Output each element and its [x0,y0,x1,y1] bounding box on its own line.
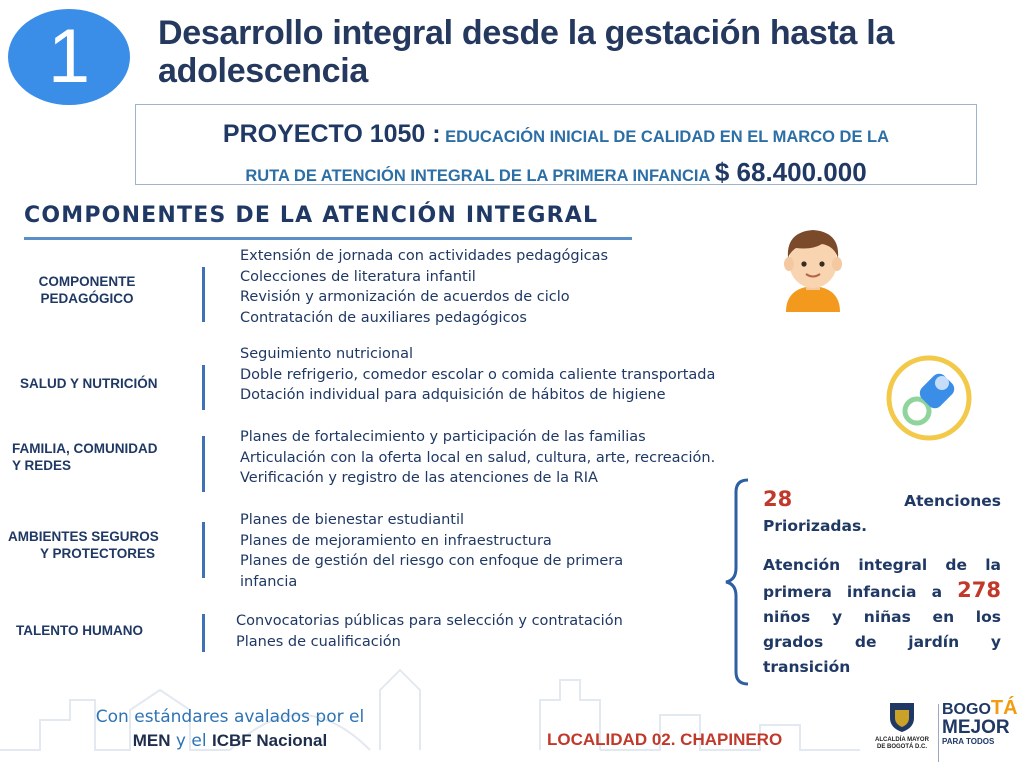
list-item: Planes de fortalecimiento y participación de las familias [240,429,646,445]
project-amount: $ 68.400.000 [714,157,867,187]
list-item: Planes de gestión del riesgo con enfoque de primera [240,553,624,569]
logo-divider [938,704,939,762]
list-item: Articulación con la oferta local en salud, cultura, arte, recreación. [240,449,716,466]
list-item: Extensión de jornada con actividades pedagógicas [240,248,609,264]
list-item: Convocatorias públicas para selección y contratación [236,613,623,629]
component-label-talento [16,622,143,639]
component-label-line: PEDAGÓGICO [40,291,134,306]
project-box [135,104,977,185]
component-label-line: TALENTO HUMANO [16,623,143,638]
bogota-para-todos: PARA TODOS [942,737,995,746]
summary-text-2-before: Atención integral de la primera infancia a [763,556,1001,601]
section-underline [24,237,632,240]
list-item: Planes de bienestar estudiantil [240,512,465,528]
count-priorizadas: 28 [763,487,793,511]
summary-line-1 [763,487,1001,539]
pacifier-icon [884,353,974,443]
summary-line-2 [763,553,1001,680]
page-title: Desarrollo integral desde la gestación hasta la adolescencia [158,14,895,90]
footer-connector: y el [170,731,212,751]
summary-text-2-after: niños y niñas en los grados de jardín y transición [763,608,1001,676]
alcaldia-logo [868,700,936,751]
component-label-ambientes [8,528,178,562]
list-item: Planes de cualificación [236,633,401,650]
list-item: Planes de mejoramiento en infraestructura [240,532,552,549]
list-item: Verificación y registro de las atenciones de la RIA [240,470,598,486]
component-label-line: Y PROTECTORES [40,546,156,561]
footer-note [60,705,400,753]
component-label-line: AMBIENTES SEGUROS [8,529,159,544]
project-desc-1: EDUCACIÓN INICIAL DE CALIDAD EN EL MARCO DE LA [445,128,890,146]
component-label-line: COMPONENTE [38,274,136,289]
component-items-pedagogico [240,246,608,328]
footer-line-2 [60,729,400,753]
list-item: Dotación individual para adquisición de hábitos de higiene [240,387,666,403]
component-label-familia [12,440,158,474]
component-items-familia [240,427,715,489]
component-divider [202,365,205,410]
component-items-talento [236,611,623,652]
bogota-prefix: BOGO [942,701,991,718]
component-label-line: FAMILIA, COMUNIDAD [12,441,158,456]
component-divider [202,436,205,492]
list-item: Revisión y armonización de acuerdos de ciclo [240,289,570,305]
footer-line-1: Con estándares avalados por el [95,707,365,727]
component-label-pedagogico [22,273,152,307]
component-items-salud [240,344,715,406]
boy-avatar-icon [778,226,848,312]
alcaldia-line-2: DE BOGOTÁ D.C. [876,744,927,750]
bogota-mejor: MEJOR [942,717,1010,738]
list-item: Doble refrigerio, comedor escolar o comida caliente transportada [240,366,716,383]
summary-text [763,487,1001,680]
component-divider [202,267,205,322]
shield-icon [887,700,917,734]
locality-label: LOCALIDAD 02. CHAPINERO [547,730,783,749]
component-divider [202,614,205,652]
section-number-badge: 1 [8,9,130,105]
list-item: Contratación de auxiliares pedagógicos [240,309,527,326]
list-item: Colecciones de literatura infantil [240,268,476,285]
men-label: MEN [132,731,171,750]
bogota-accent: TÁ [990,697,1018,719]
list-item: Seguimiento nutricional [240,346,414,362]
alcaldia-line-1: ALCALDÍA MAYOR [875,737,929,743]
project-prefix: PROYECTO 1050 : [222,120,441,148]
component-items-ambientes [240,510,623,592]
component-label-salud [20,375,158,392]
list-item: infancia [240,573,298,590]
icbf-label: ICBF Nacional [212,731,328,750]
component-label-line: SALUD Y NUTRICIÓN [20,376,158,391]
section-heading: COMPONENTES DE LA ATENCIÓN INTEGRAL [24,203,599,228]
brace-icon [722,478,752,686]
count-ninos: 278 [957,578,1001,602]
spacer [763,539,1001,553]
project-desc-2: RUTA DE ATENCIÓN INTEGRAL DE LA PRIMERA INFANCIA [245,167,711,185]
bogota-mejor-logo [942,697,1024,747]
summary-text-1: Atenciones Priorizadas. [763,492,1001,535]
component-divider [202,522,205,578]
component-label-line: Y REDES [12,458,72,473]
